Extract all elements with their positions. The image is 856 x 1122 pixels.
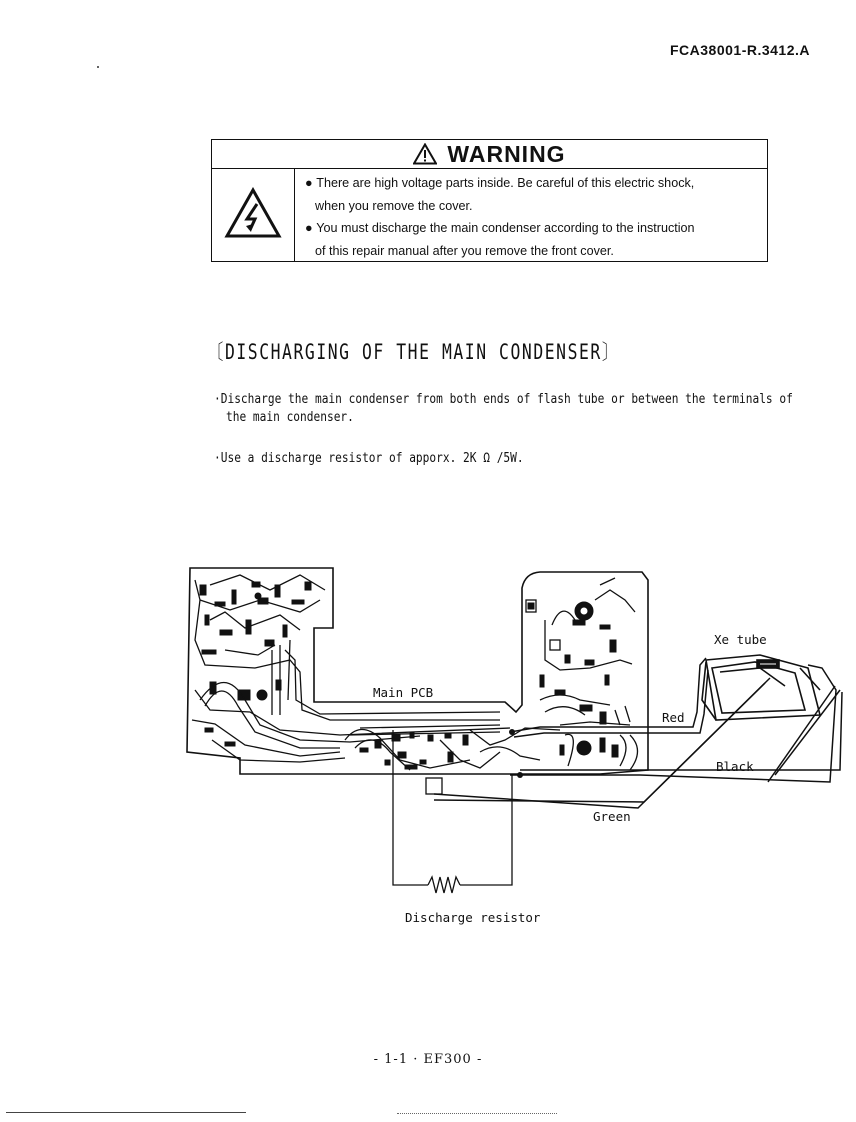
black-wire-outer: [520, 692, 842, 770]
warning-bullet-line: You must discharge the main condenser according to the instruction: [316, 221, 695, 235]
black-wire-label: Black: [716, 759, 754, 774]
warning-title: WARNING: [447, 140, 566, 167]
page-footer: - 1-1 · EF300 -: [373, 1052, 483, 1067]
discharge-resistor-label: Discharge resistor: [405, 910, 541, 925]
red-wire-label: Red: [662, 710, 685, 725]
left-component-cluster: [200, 582, 311, 746]
bullet-dot: ●: [305, 221, 313, 235]
warning-bullet-line: when you remove the cover.: [315, 198, 473, 213]
bullet-dot: ●: [305, 176, 313, 190]
document-code: FCA38001-R.3412.A: [669, 42, 810, 58]
footer-rule: [6, 1112, 246, 1113]
black-wire-lead-2: [768, 686, 835, 782]
green-wire-label: Green: [593, 809, 631, 824]
main-pcb-label: Main PCB: [373, 685, 434, 700]
resistor-zigzag-icon: [428, 877, 460, 893]
warning-bullet-line: of this repair manual after you remove the front cover.: [315, 243, 614, 258]
section-title: 〔DISCHARGING OF THE MAIN CONDENSER〕: [207, 340, 620, 364]
warning-bullet-line: There are high voltage parts inside. Be careful of this electric shock,: [316, 176, 695, 190]
instruction-note: ·Use a discharge resistor of apporx. 2K Ω /5W.: [214, 451, 524, 466]
instruction-note: the main condenser.: [226, 410, 354, 425]
footer-rule: [397, 1113, 557, 1114]
xe-tube-label: Xe tube: [714, 632, 767, 647]
instruction-note: ·Discharge the main condenser from both ends of flash tube or between the terminals of: [214, 392, 793, 407]
black-wire-lead: [775, 690, 840, 775]
